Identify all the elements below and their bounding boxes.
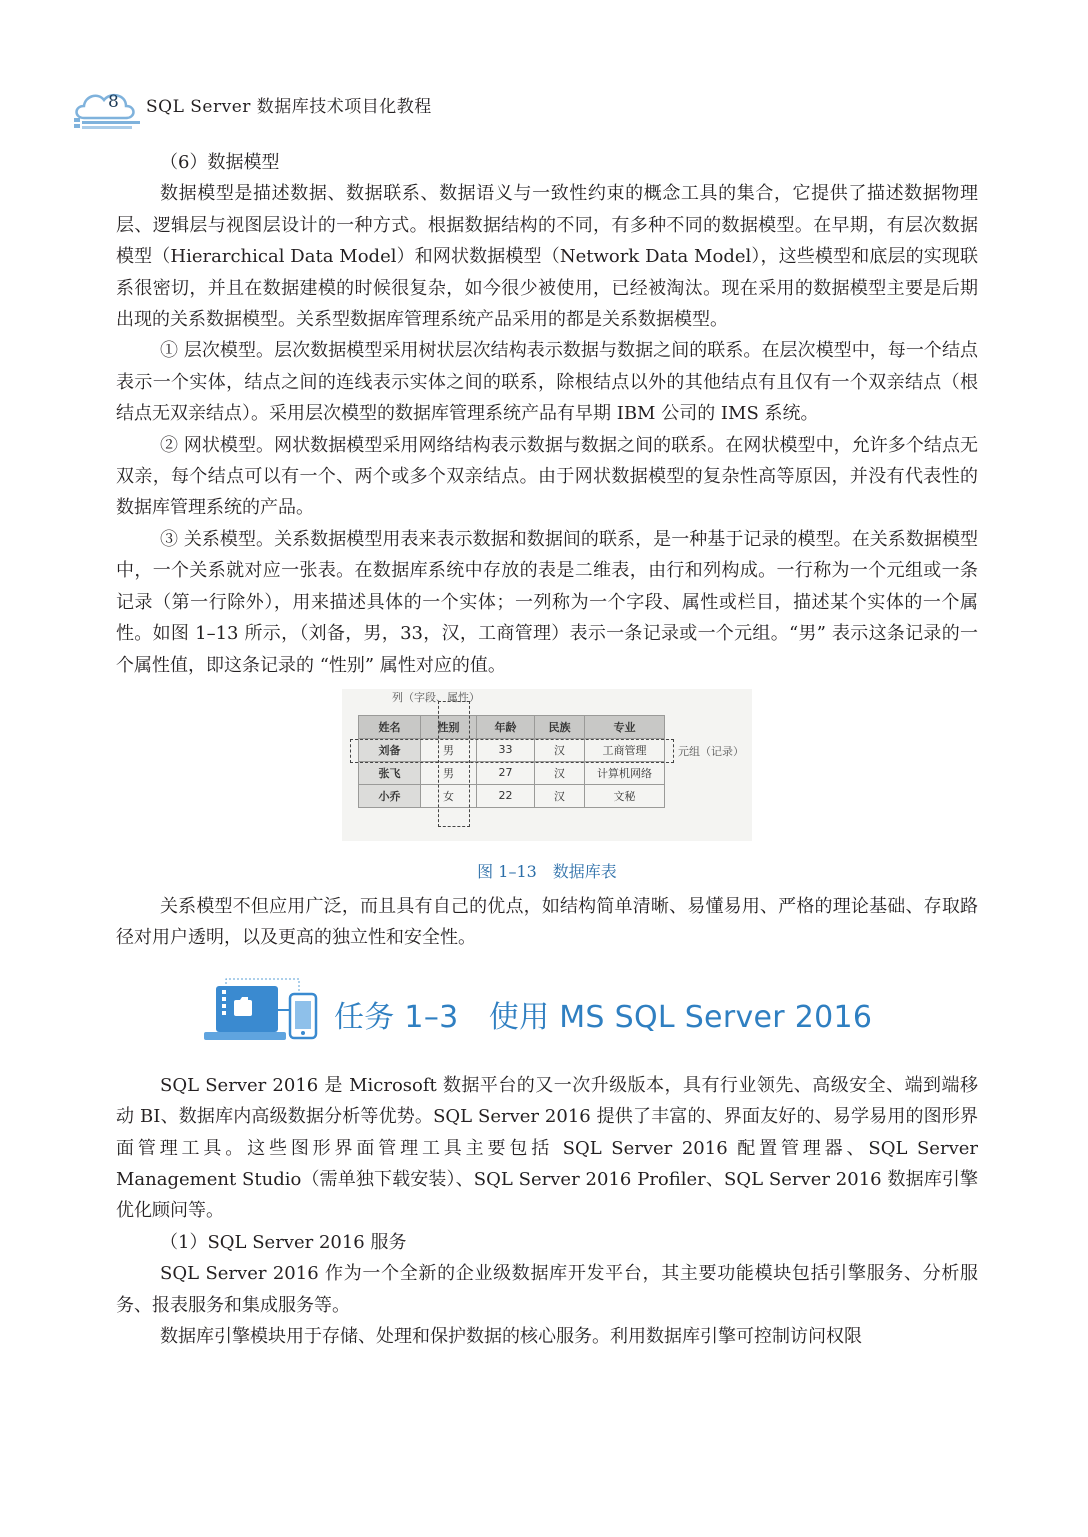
table-row	[359, 784, 665, 807]
section-heading: （6）数据模型	[160, 152, 280, 173]
table-header-cell: 年龄	[477, 715, 535, 738]
row-annotation: 元组（记录）	[678, 744, 744, 758]
paragraph: ③ 关系模型。关系数据模型用表来表示数据和数据间的联系，是一种基于记录的模型。在关系数据模型中，一个关系就对应一张表。在数据库系统中存放的表是二维表，由行和列构成。一行称为一个元组或一条记录（第一行除外），用来描述具体的一个实体；一列称为一个字段、属性或栏目，描述某个实体的一个属性。如图 1–13 所示，（刘备，男，33，汉，工商管理）表示一条记录或一个元组。“男” 表示这条记录的一个属性值，即这条记录的 “性别” 属性对应的值。	[116, 528, 978, 676]
table-cell: 22	[477, 784, 535, 807]
paragraph: ② 网状模型。网状数据模型采用网络结构表示数据与数据之间的联系。在网状模型中，允许多个结点无双亲，每个结点可以有一个、两个或多个双亲结点。由于网状数据模型的复杂性高等原因，并没有代表性的数据库管理系统的产品。	[116, 434, 978, 519]
table-row	[359, 761, 665, 784]
figure-caption: 图 1–13 数据库表	[477, 861, 617, 881]
page-number: 8	[108, 92, 119, 112]
table-cell: 刘备	[359, 738, 421, 761]
table-header-cell: 性别	[421, 715, 477, 738]
paragraph: 数据模型是描述数据、数据联系、数据语义与一致性约束的概念工具的集合，它提供了描述数据物理层、逻辑层与视图层设计的一种方式。根据数据结构的不同，有多种不同的数据模型。在早期，有层次数据模型（Hierarchical Data Model）和网状数据模型（Network Data Model），这些模型和底层的实现联系很密切，并且在数据建模的时候很复杂，如今很少被使用，已经被淘汰。现在采用的数据模型主要是后期出现的关系数据模型。关系型数据库管理系统产品采用的都是关系数据模型。	[116, 183, 978, 331]
task-banner	[116, 954, 978, 1070]
table-cell: 汉	[535, 738, 585, 761]
paragraph: 关系模型不但应用广泛，而且具有自己的优点，如结构简单清晰、易懂易用、严格的理论基础、存取路径对用户透明，以及更高的独立性和安全性。	[116, 895, 978, 949]
task-title: 任务 1–3 使用 MS SQL Server 2016	[334, 999, 873, 1035]
table-header-cell: 专业	[585, 715, 665, 738]
column-annotation: 列（字段、属性）	[392, 690, 480, 704]
table-cell: 工商管理	[585, 738, 665, 761]
figure-image	[342, 689, 752, 841]
book-title: SQL Server 数据库技术项目化教程	[146, 97, 432, 117]
section-heading: （1）SQL Server 2016 服务	[160, 1231, 407, 1253]
table-cell: 27	[477, 761, 535, 784]
paragraph: 数据库引擎模块用于存储、处理和保护数据的核心服务。利用数据库引擎可控制访问权限	[160, 1325, 862, 1347]
column-highlight	[438, 701, 470, 827]
figure-database-table	[116, 681, 978, 891]
table-header-row	[359, 715, 665, 738]
table-cell: 女	[421, 784, 477, 807]
table-cell: 计算机网络	[585, 761, 665, 784]
paragraph: SQL Server 2016 作为一个全新的企业级数据库开发平台，其主要功能模块包括引擎服务、分析服务、报表服务和集成服务等。	[116, 1263, 978, 1316]
paragraph: SQL Server 2016 是 Microsoft 数据平台的又一次升级版本，具有行业领先、高级安全、端到端移动 BI、数据库内高级数据分析等优势。SQL Server 2016 提供了丰富的、界面友好的、易学易用的图形界面管理工具。这些图形界面管理工具主要包括 SQL Server 2016 配置管理器、SQL Server Management Studio（需单独下载安装）、SQL Server 2016 Profiler、SQL Server 2016 数据库引擎优化顾问等。	[116, 1074, 978, 1222]
table-cell: 汉	[535, 761, 585, 784]
table-cell: 男	[421, 761, 477, 784]
table-cell: 文秘	[585, 784, 665, 807]
paragraph: ① 层次模型。层次数据模型采用树状层次结构表示数据与数据之间的联系。在层次模型中，每一个结点表示一个实体，结点之间的连线表示实体之间的联系，除根结点以外的其他结点有且仅有一个双亲结点（根结点无双亲结点）。采用层次模型的数据库管理系统产品有早期 IBM 公司的 IMS 系统。	[116, 340, 978, 425]
table-header-cell: 民族	[535, 715, 585, 738]
table-cell: 男	[421, 738, 477, 761]
table-cell: 小乔	[359, 784, 421, 807]
page-content	[116, 147, 978, 1352]
running-header	[70, 84, 490, 134]
table-cell: 33	[477, 738, 535, 761]
table-cell: 汉	[535, 784, 585, 807]
table-header-cell: 姓名	[359, 715, 421, 738]
table-cell: 张飞	[359, 761, 421, 784]
row-highlight	[350, 739, 674, 763]
laptop-phone-icon	[204, 978, 324, 1048]
